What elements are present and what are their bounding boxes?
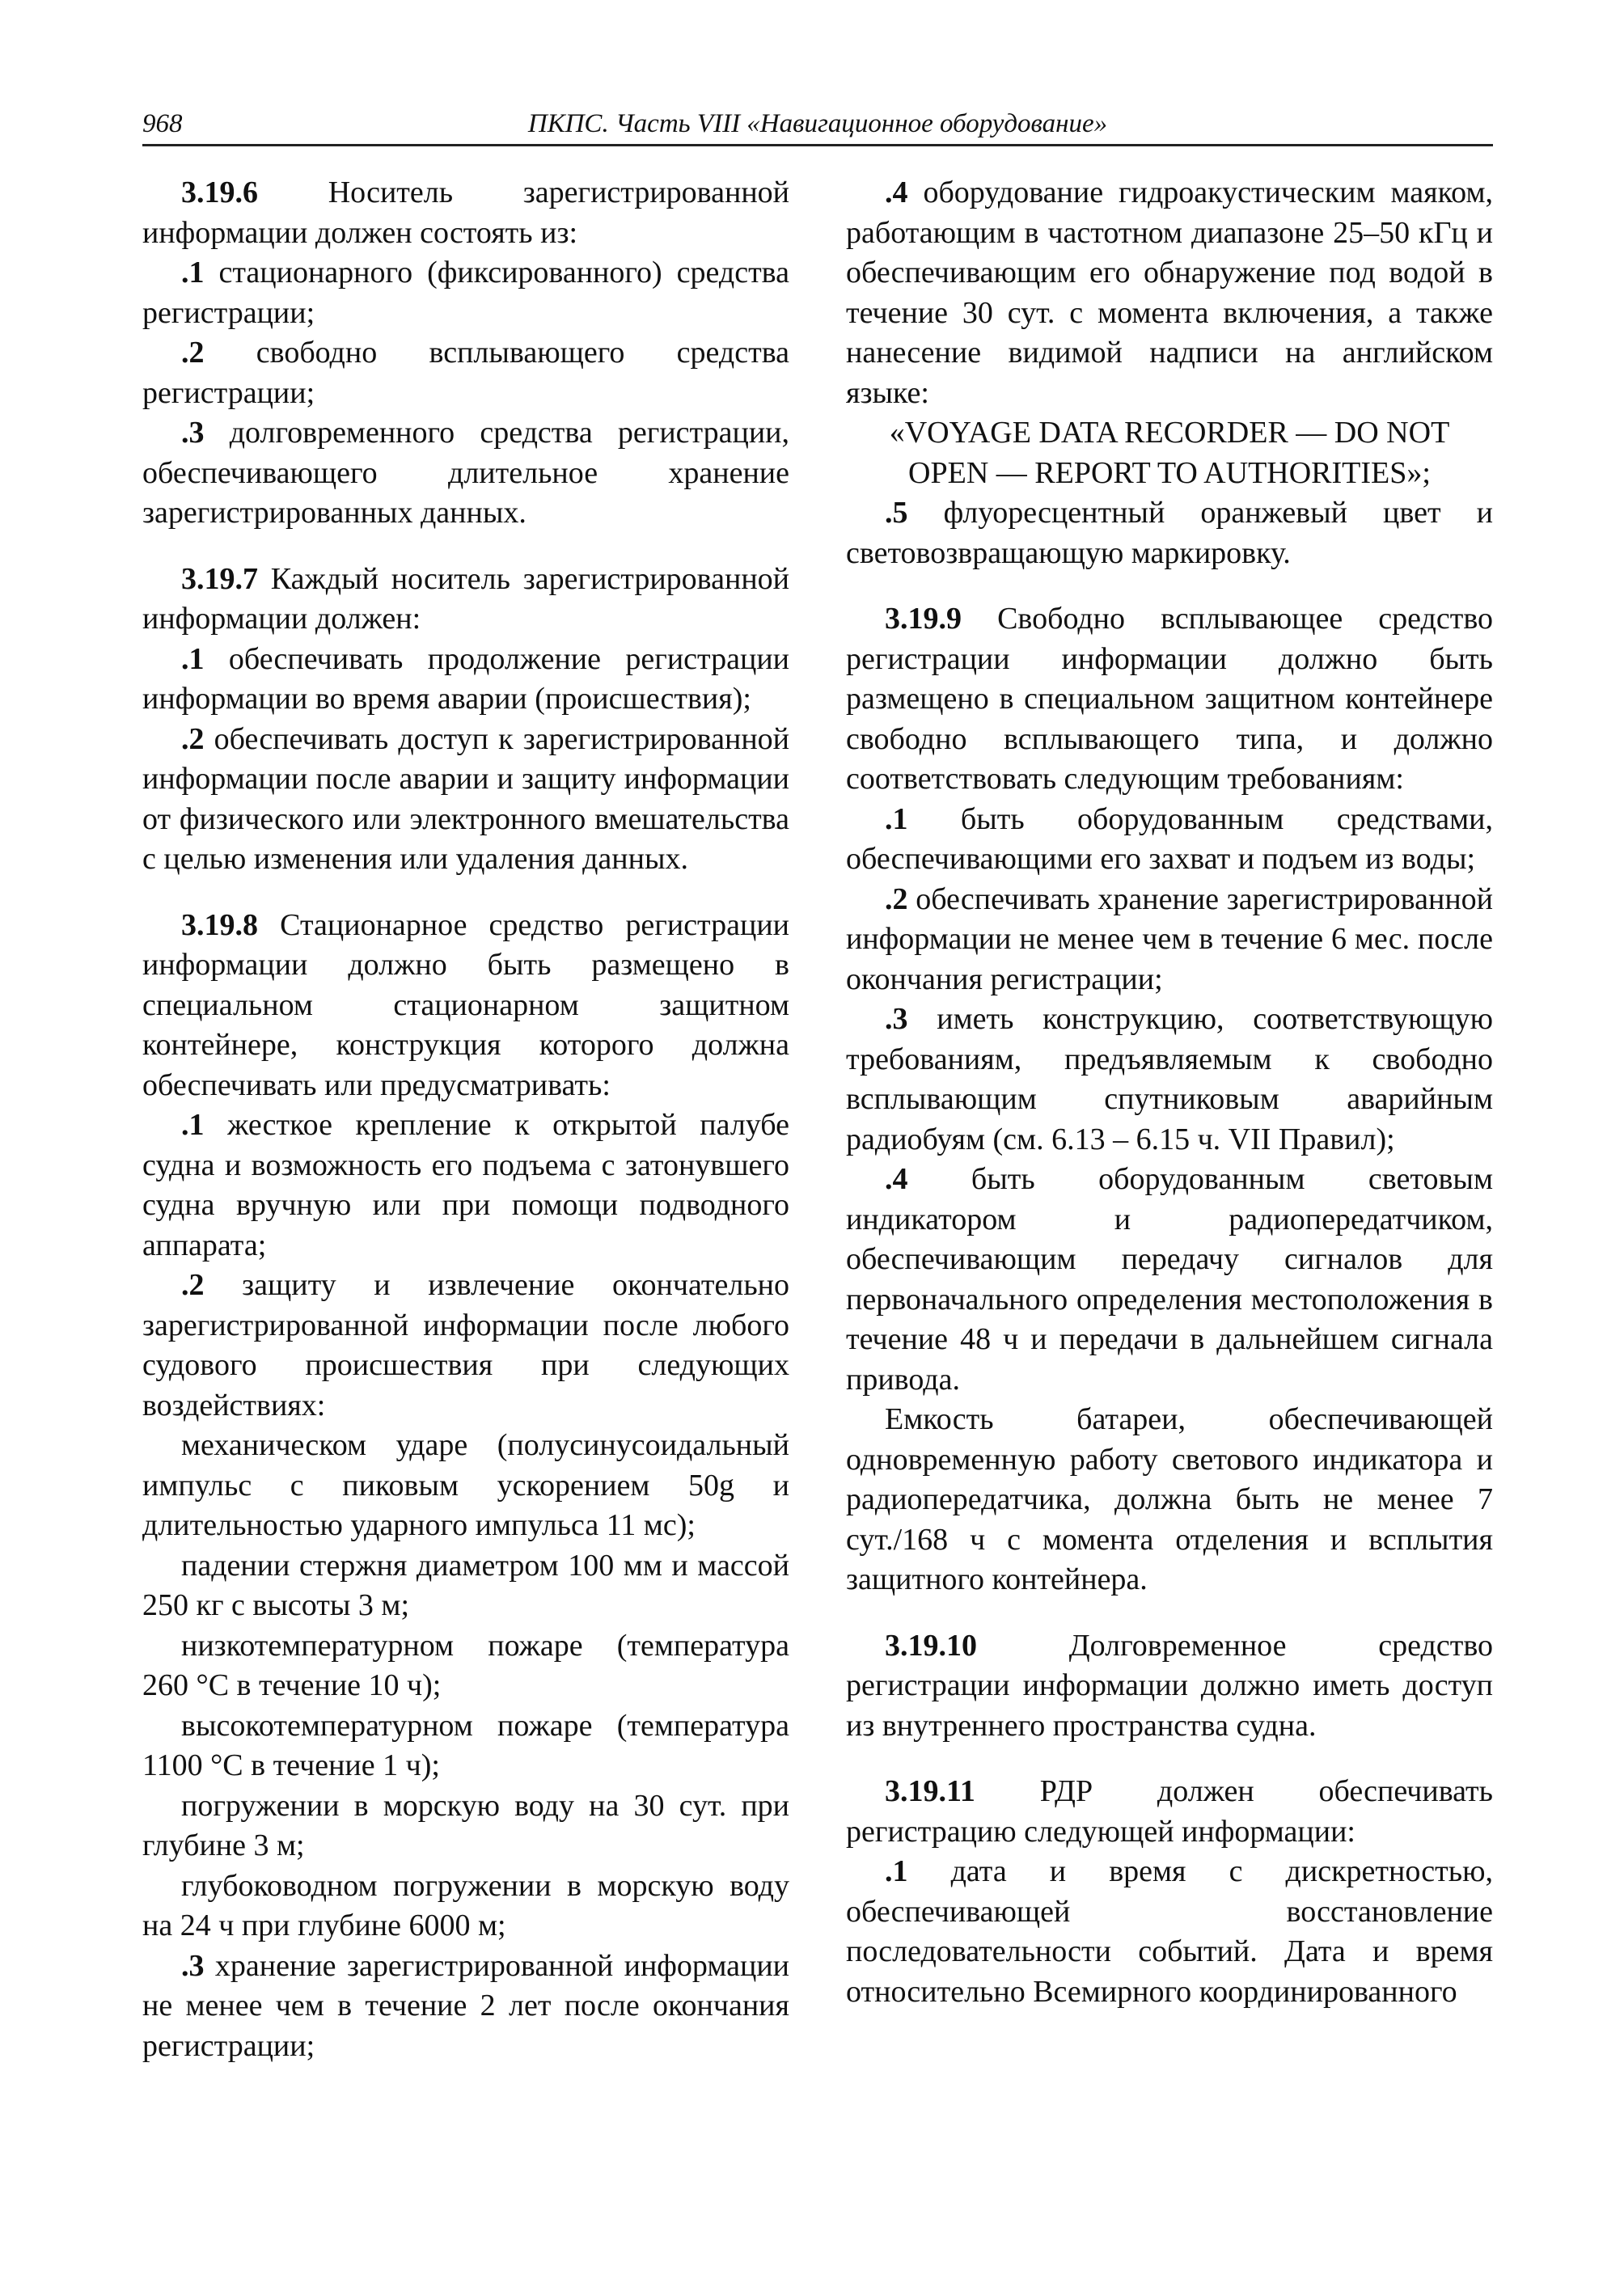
running-title: ПКПС. Часть VIII «Навигационное оборудование» bbox=[527, 109, 1108, 138]
paragraph bbox=[846, 413, 1493, 493]
paragraph-text: стационарного (фиксированного) средства регистрации; bbox=[142, 256, 789, 330]
paragraph-number: .1 bbox=[181, 256, 205, 290]
paragraph bbox=[142, 253, 789, 333]
section-paragraph bbox=[846, 1772, 1493, 1852]
paragraph bbox=[846, 1160, 1493, 1400]
paragraph-text: хранение зарегистрированной информации не менее чем в течение 2 лет после окончания регистрации; bbox=[142, 1948, 789, 2063]
section-paragraph bbox=[142, 173, 789, 253]
paragraph bbox=[142, 1947, 789, 2067]
paragraph bbox=[142, 1105, 789, 1266]
paragraph-text: обеспечивать доступ к зарегистрированной информации после аварии и защиту информации от физического или электронного вмешательства с целью изменения или удаления данных. bbox=[142, 721, 789, 876]
paragraph bbox=[846, 1852, 1493, 2012]
paragraph-text: «VOYAGE DATA RECORDER — DO NOT OPEN — REPORT TO AUTHORITIES»; bbox=[889, 416, 1450, 490]
paragraph-text: долговременного средства регистрации, обеспечивающего длительное хранение зарегистрированных данных. bbox=[142, 416, 789, 530]
paragraph-number: .3 bbox=[181, 1948, 205, 1983]
paragraph-number: .2 bbox=[181, 721, 205, 756]
section-paragraph bbox=[846, 599, 1493, 800]
paragraph-text: свободно всплывающего средства регистрации; bbox=[142, 336, 789, 410]
paragraph bbox=[142, 1426, 789, 1546]
section-paragraph bbox=[142, 560, 789, 640]
paragraph-number: .5 bbox=[885, 496, 908, 530]
paragraph-text: низкотемпературном пожаре (температура 260 °С в течение 10 ч); bbox=[142, 1628, 789, 1702]
paragraph-number: .2 bbox=[181, 1268, 205, 1302]
paragraph-number: 3.19.8 bbox=[181, 907, 258, 942]
paragraph-number: .1 bbox=[885, 801, 908, 836]
paragraph-text: РДР должен обеспечивать регистрацию следующей информации: bbox=[846, 1774, 1493, 1849]
paragraph bbox=[846, 1400, 1493, 1600]
paragraph-text: флуоресцентный оранжевый цвет и световозвращающую маркировку. bbox=[846, 496, 1493, 570]
paragraph-number: 3.19.7 bbox=[181, 561, 258, 596]
paragraph-number: .1 bbox=[181, 641, 205, 676]
paragraph-number: .3 bbox=[885, 1002, 908, 1036]
paragraph bbox=[846, 173, 1493, 413]
paragraph-number: .2 bbox=[181, 336, 205, 370]
paragraph bbox=[142, 640, 789, 720]
paragraph-text: дата и время с дискретностью, обеспечивающей восстановление последовательности событий. Дата и время относительно Всемирного координированного bbox=[846, 1854, 1493, 2009]
paragraph bbox=[846, 880, 1493, 1000]
paragraph bbox=[846, 800, 1493, 880]
paragraph-text: быть оборудованным средствами, обеспечивающими его захват и подъем из воды; bbox=[846, 801, 1493, 876]
paragraph-number: 3.19.9 bbox=[885, 602, 962, 636]
paragraph-number: .3 bbox=[181, 416, 205, 450]
paragraph-text: Емкость батареи, обеспечивающей одновременную работу светового индикатора и радиопередатчика, должна быть не менее 7 сут./168 ч с момента отделения и всплытия защитного контейнера. bbox=[846, 1402, 1493, 1596]
paragraph-text: обеспечивать хранение зарегистрированной информации не менее чем в течение 6 мес. после окончания регистрации; bbox=[846, 881, 1493, 996]
paragraph-text: Свободно всплывающее средство регистрации информации должно быть размещено в специальном защитном контейнере свободно всплывающего типа, и должно соответствовать следующим требованиям: bbox=[846, 602, 1493, 796]
paragraph-text: погружении в морскую воду на 30 сут. при глубине 3 м; bbox=[142, 1788, 789, 1862]
paragraph bbox=[142, 1786, 789, 1866]
paragraph-text: падении стержня диаметром 100 мм и массой 250 кг с высоты 3 м; bbox=[142, 1548, 789, 1622]
section-paragraph bbox=[846, 1626, 1493, 1747]
paragraph bbox=[142, 1626, 789, 1706]
paragraph-text: Долговременное средство регистрации информации должно иметь доступ из внутреннего пространства судна. bbox=[846, 1628, 1493, 1743]
paragraph-text: Носитель зарегистрированной информации должен состоять из: bbox=[142, 175, 789, 250]
paragraph-number: .1 bbox=[885, 1854, 908, 1888]
paragraph bbox=[142, 1706, 789, 1786]
left-column bbox=[142, 173, 789, 2066]
paragraph-text: Стационарное средство регистрации информации должно быть размещено в специальном стационарном защитном контейнере, конструкция которого должна обеспечивать или предусматривать: bbox=[142, 907, 789, 1102]
paragraph-text: быть оборудованным световым индикатором и радиопередатчиком, обеспечивающим передачу сигналов для первоначального определения местоположения в течение 48 ч и передачи в дальнейшем сигнала привода. bbox=[846, 1162, 1493, 1397]
paragraph-text: защиту и извлечение окончательно зарегистрированной информации после любого судового происшествия при следующих воздействиях: bbox=[142, 1268, 789, 1422]
paragraph-text: жесткое крепление к открытой палубе судна и возможность его подъема с затонувшего судна вручную или при помощи подводного аппарата; bbox=[142, 1108, 789, 1262]
paragraph-number: 3.19.6 bbox=[181, 175, 258, 209]
paragraph-text: механическом ударе (полусинусоидальный импульс с пиковым ускорением 50g и длительностью ударного импульса 11 мс); bbox=[142, 1428, 789, 1542]
page-number: 968 bbox=[142, 109, 183, 138]
paragraph bbox=[142, 333, 789, 413]
section-paragraph bbox=[142, 906, 789, 1106]
paragraph bbox=[846, 493, 1493, 573]
paragraph bbox=[142, 1546, 789, 1626]
paragraph-text: оборудование гидроакустическим маяком, работающим в частотном диапазоне 25–50 кГц и обеспечивающим его обнаружение под водой в течение 30 сут. с момента включения, а также нанесение видимой надписи на английском языке: bbox=[846, 175, 1493, 410]
running-header bbox=[142, 104, 1493, 146]
paragraph-text: глубоководном погружении в морскую воду на 24 ч при глубине 6000 м; bbox=[142, 1868, 789, 1942]
paragraph bbox=[846, 1000, 1493, 1160]
paragraph bbox=[142, 1866, 789, 1947]
paragraph-number: .2 bbox=[885, 881, 908, 916]
paragraph-number: 3.19.10 bbox=[885, 1628, 977, 1663]
paragraph bbox=[142, 413, 789, 534]
paragraph-number: .1 bbox=[181, 1108, 205, 1142]
paragraph-number: 3.19.11 bbox=[885, 1774, 975, 1808]
paragraph-text: высокотемпературном пожаре (температура 1100 °С в течение 1 ч); bbox=[142, 1708, 789, 1782]
paragraph bbox=[142, 1266, 789, 1426]
paragraph-number: .4 bbox=[885, 1162, 908, 1196]
paragraph-text: обеспечивать продолжение регистрации информации во время аварии (происшествия); bbox=[142, 641, 789, 716]
paragraph-text: иметь конструкцию, соответствующую требованиям, предъявляемым к свободно всплывающим спутниковым аварийным радиобуям (см. 6.13 – 6.15 ч. VII Правил); bbox=[846, 1002, 1493, 1156]
paragraph-number: .4 bbox=[885, 175, 908, 209]
paragraph-text: Каждый носитель зарегистрированной информации должен: bbox=[142, 561, 789, 636]
right-column bbox=[846, 173, 1493, 2012]
paragraph bbox=[142, 720, 789, 880]
